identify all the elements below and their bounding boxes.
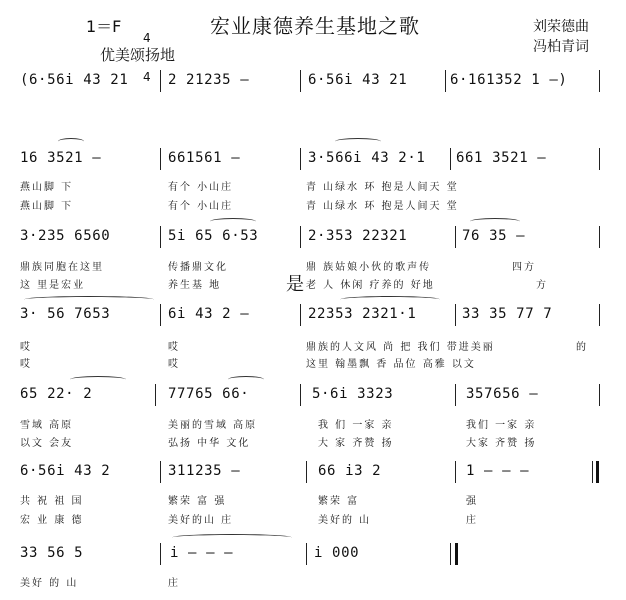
- tie-mark: [24, 296, 154, 303]
- lyricist-credit: 冯柏青词: [533, 39, 589, 55]
- notes-system-4-bar-3: 22353 2321·1: [308, 306, 417, 322]
- lyric: 方: [536, 280, 548, 291]
- lyric: 以文 会友: [20, 438, 74, 449]
- lyric: 我 们 一家 亲: [318, 420, 394, 431]
- tie-mark: [228, 376, 264, 383]
- notes-system-7-bar-3: i 000: [314, 545, 360, 561]
- lyric: 繁荣 富 强: [168, 496, 227, 507]
- tempo-marking: 优美颂扬地: [100, 46, 176, 64]
- lyric: 哎: [168, 342, 180, 353]
- notes-system-1-bar-1: (6·56i 43 21: [20, 72, 129, 88]
- lyric: 有个 小山庄: [168, 182, 234, 193]
- lyric: 我们 一家 亲: [466, 420, 537, 431]
- lyric: 大家 齐赞 扬: [466, 438, 537, 449]
- lyric: 鼎族的人文风 尚 把 我们 带进美丽: [306, 342, 495, 353]
- lyric: 哎: [20, 359, 32, 370]
- lyric: 哎: [168, 359, 180, 370]
- lyric: 繁荣 富: [318, 496, 360, 507]
- notes-system-2-bar-4: 661 3521 –: [456, 150, 547, 166]
- lyric: 这里 翰墨飘 香 品位 高雅 以文: [306, 359, 476, 370]
- barline: [455, 304, 456, 326]
- notes-system-6-bar-4: 1 – – –: [466, 463, 530, 479]
- tie-mark: [70, 376, 126, 383]
- tie-mark: [210, 218, 256, 225]
- final-barline: [455, 543, 458, 565]
- lyric: 老 人 休闲 疗养的 好地: [306, 280, 435, 291]
- lyric: 燕山脚 下: [20, 201, 74, 212]
- barline: [160, 226, 161, 248]
- notes-system-5-bar-1: 65 22· 2: [20, 386, 93, 402]
- barline: [300, 226, 301, 248]
- inline-lyric-mark: 是: [286, 274, 304, 295]
- lyric: 共 祝 祖 国: [20, 496, 84, 507]
- lyric: 有个 小山庄: [168, 201, 234, 212]
- notes-system-2-bar-3: 3·566i 43 2·1: [308, 150, 426, 166]
- barline: [455, 384, 456, 406]
- lyric: 大 家 齐赞 扬: [318, 438, 394, 449]
- song-title: 宏业康德养生基地之歌: [210, 14, 420, 38]
- notes-system-4-bar-4: 33 35 77 7: [462, 306, 553, 322]
- lyric: 传播鼎文化: [168, 262, 228, 273]
- composer-credit: 刘荣德曲: [533, 19, 589, 35]
- lyric: 养生基 地: [168, 280, 222, 291]
- barline: [599, 148, 600, 170]
- lyric: 弘扬 中华 文化: [168, 438, 251, 449]
- notes-system-3-bar-4: 76 35 –: [462, 228, 526, 244]
- lyric: 哎: [20, 342, 32, 353]
- barline: [599, 70, 600, 92]
- barline: [155, 384, 156, 406]
- notes-system-5-bar-2: 77765 66·: [168, 386, 250, 402]
- barline: [599, 384, 600, 406]
- lyric: 青 山绿水 环 抱是人间天 堂: [306, 182, 459, 193]
- notes-system-2-bar-1: 16 3521 –: [20, 150, 102, 166]
- lyric: 美丽的雪域 高原: [168, 420, 258, 431]
- notes-system-6-bar-3: 66 i3 2: [318, 463, 382, 479]
- tie-mark: [470, 218, 520, 225]
- lyric: 宏 业 康 德: [20, 515, 84, 526]
- lyric: 强: [466, 496, 478, 507]
- barline: [445, 70, 446, 92]
- notes-system-2-bar-2: 661561 –: [168, 150, 241, 166]
- notes-system-7-bar-2: i – – –: [170, 545, 234, 561]
- notes-system-6-bar-2: 311235 –: [168, 463, 241, 479]
- tie-mark: [335, 138, 381, 145]
- barline: [160, 543, 161, 565]
- notes-system-3-bar-3: 2·353 22321: [308, 228, 408, 244]
- lyric: 庄: [168, 578, 180, 589]
- barline: [160, 461, 161, 483]
- time-signature-bottom: 4: [143, 70, 151, 84]
- barline: [160, 304, 161, 326]
- tie-mark: [58, 138, 84, 145]
- notes-system-5-bar-3: 5·6i 3323: [312, 386, 394, 402]
- barline: [450, 148, 451, 170]
- notes-system-3-bar-1: 3·235 6560: [20, 228, 111, 244]
- final-barline: [450, 543, 451, 565]
- tie-mark: [340, 296, 440, 303]
- notes-system-1-bar-3: 6·56i 43 21: [308, 72, 408, 88]
- notes-system-6-bar-1: 6·56i 43 2: [20, 463, 111, 479]
- notes-system-4-bar-1: 3· 56 7653: [20, 306, 111, 322]
- barline: [160, 70, 161, 92]
- lyric: 四方: [512, 262, 536, 273]
- lyric: 雪域 高原: [20, 420, 74, 431]
- lyric: 美好 的 山: [20, 578, 79, 589]
- key-signature: 1＝F: [86, 17, 122, 36]
- lyric: 这 里是宏业: [20, 280, 86, 291]
- barline: [300, 70, 301, 92]
- notes-system-3-bar-2: 5i 65 6·53: [168, 228, 259, 244]
- barline: [300, 384, 301, 406]
- barline: [599, 226, 600, 248]
- barline: [306, 461, 307, 483]
- lyric: 青 山绿水 环 抱是人间天 堂: [306, 201, 459, 212]
- notes-system-1-bar-2: 2 21235 –: [168, 72, 250, 88]
- notes-system-4-bar-2: 6i 43 2 –: [168, 306, 250, 322]
- tie-mark: [172, 534, 292, 541]
- barline: [306, 543, 307, 565]
- barline: [599, 304, 600, 326]
- barline: [160, 148, 161, 170]
- lyric: 鼎族同胞在这里: [20, 262, 104, 273]
- lyric: 鼎 族姑娘小伙的歌声传: [306, 262, 432, 273]
- lyric: 燕山脚 下: [20, 182, 74, 193]
- notes-system-1-bar-4: 6·161352 1 –): [450, 72, 568, 88]
- lyric: 美好的山 庄: [168, 515, 234, 526]
- lyric: 庄: [466, 515, 478, 526]
- barline: [455, 226, 456, 248]
- barline: [300, 148, 301, 170]
- notes-system-7-bar-1: 33 56 5: [20, 545, 84, 561]
- barline: [455, 461, 456, 483]
- notes-system-5-bar-4: 357656 –: [466, 386, 539, 402]
- lyric: 的: [576, 342, 588, 353]
- end-repeat-barline: [592, 461, 593, 483]
- barline: [300, 304, 301, 326]
- time-signature-top: 4: [143, 31, 151, 45]
- lyric: 美好的 山: [318, 515, 372, 526]
- end-repeat-barline: [596, 461, 599, 483]
